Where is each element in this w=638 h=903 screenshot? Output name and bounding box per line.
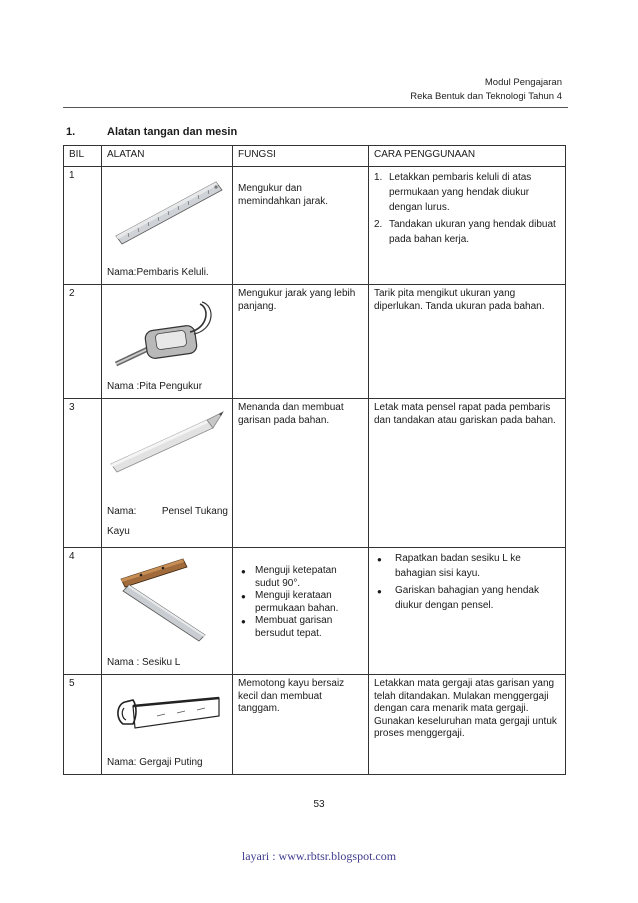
try-square-image — [107, 553, 227, 643]
table-row — [64, 285, 566, 399]
tool-function — [233, 675, 369, 775]
table-row — [64, 399, 566, 548]
steel-ruler-image — [108, 176, 226, 246]
list-item: 2. Tandakan ukuran yang hendak dibuat pada bahan kerja. — [374, 219, 556, 245]
header-subject: Reka Bentuk dan Teknologi Tahun 4 — [410, 91, 562, 102]
function-list — [238, 565, 363, 640]
tool-usage — [369, 167, 566, 285]
list-item: ● Menguji kerataan permukaan bahan. — [241, 590, 339, 614]
tool-usage — [369, 548, 566, 675]
column-header-fungsi: FUNGSI — [233, 146, 369, 167]
page-number: 53 — [313, 799, 325, 810]
header-divider — [63, 107, 568, 108]
usage-text: Letak mata pensel rapat pada pembaris dan tandakan atau gariskan pada bahan. — [374, 402, 556, 426]
list-item: ● Rapatkan badan sesiku L ke bahagian sisi kayu. — [377, 553, 521, 579]
column-header-bil: BIL — [64, 146, 102, 167]
table-row — [64, 167, 566, 285]
measuring-tape-image — [112, 300, 222, 370]
tool-usage — [369, 285, 566, 399]
row-number: 3 — [64, 399, 102, 548]
list-item: ● Membuat garisan bersudut tepat. — [241, 615, 333, 639]
tool-name: Nama:Pembaris Keluli. — [107, 266, 209, 278]
tool-usage — [369, 399, 566, 548]
tool-function — [233, 167, 369, 285]
usage-steps — [374, 170, 560, 247]
section-number: 1. — [66, 126, 76, 138]
tool-name: Nama :Pita Pengukur — [107, 380, 203, 392]
footer-link[interactable]: layari : www.rbtsr.blogspot.com — [241, 849, 397, 863]
header-module: Modul Pengajaran — [484, 77, 562, 88]
row-number: 5 — [64, 675, 102, 775]
tool-name: Nama: Pensel Tukang Kayu — [107, 506, 228, 537]
tool-cell — [102, 675, 233, 775]
tool-function — [233, 399, 369, 548]
carpenter-pencil-image — [107, 406, 227, 478]
running-header — [410, 76, 562, 104]
function-text: Menanda dan membuat garisan pada bahan. — [238, 402, 344, 426]
tool-name: Nama : Sesiku L — [107, 656, 181, 668]
tool-cell — [102, 285, 233, 399]
column-header-cara: CARA PENGGUNAAN — [369, 146, 566, 167]
tool-cell — [102, 548, 233, 675]
function-text: Mengukur dan memindahkan jarak. — [238, 183, 329, 207]
column-header-alatan: ALATAN — [102, 146, 233, 167]
tool-usage — [369, 675, 566, 775]
table-row — [64, 548, 566, 675]
row-number: 2 — [64, 285, 102, 399]
usage-list — [374, 551, 560, 613]
list-item: ● Menguji ketepatan sudut 90°. — [241, 565, 337, 589]
usage-text: Letakkan mata gergaji atas garisan yang telah ditandakan. Mulakan menggergaji dengan cara menarik mata gergaji. Gunakan keseluruhan mata gergaji untuk proses menggergaji. — [374, 678, 557, 739]
tool-cell — [102, 399, 233, 548]
tool-name: Nama: Gergaji Puting — [107, 756, 203, 768]
tool-function — [233, 285, 369, 399]
tenon-saw-image — [107, 686, 227, 746]
tool-cell — [102, 167, 233, 285]
function-text: Mengukur jarak yang lebih panjang. — [238, 288, 356, 312]
list-item: 1. Letakkan pembaris keluli di atas permukaan yang hendak diukur dengan lurus. — [374, 172, 532, 213]
list-item: ● Gariskan bahagian yang hendak diukur dengan pensel. — [377, 585, 539, 611]
table-row — [64, 675, 566, 775]
row-number: 4 — [64, 548, 102, 675]
section-title — [66, 126, 237, 138]
table-header-row — [64, 146, 566, 167]
row-number: 1 — [64, 167, 102, 285]
tool-function — [233, 548, 369, 675]
function-text: Memotong kayu bersaiz kecil dan membuat tanggam. — [238, 678, 345, 714]
tools-table — [63, 145, 566, 775]
usage-text: Tarik pita mengikut ukuran yang diperlukan. Tanda ukuran pada bahan. — [374, 288, 545, 312]
section-heading: Alatan tangan dan mesin — [107, 126, 238, 138]
